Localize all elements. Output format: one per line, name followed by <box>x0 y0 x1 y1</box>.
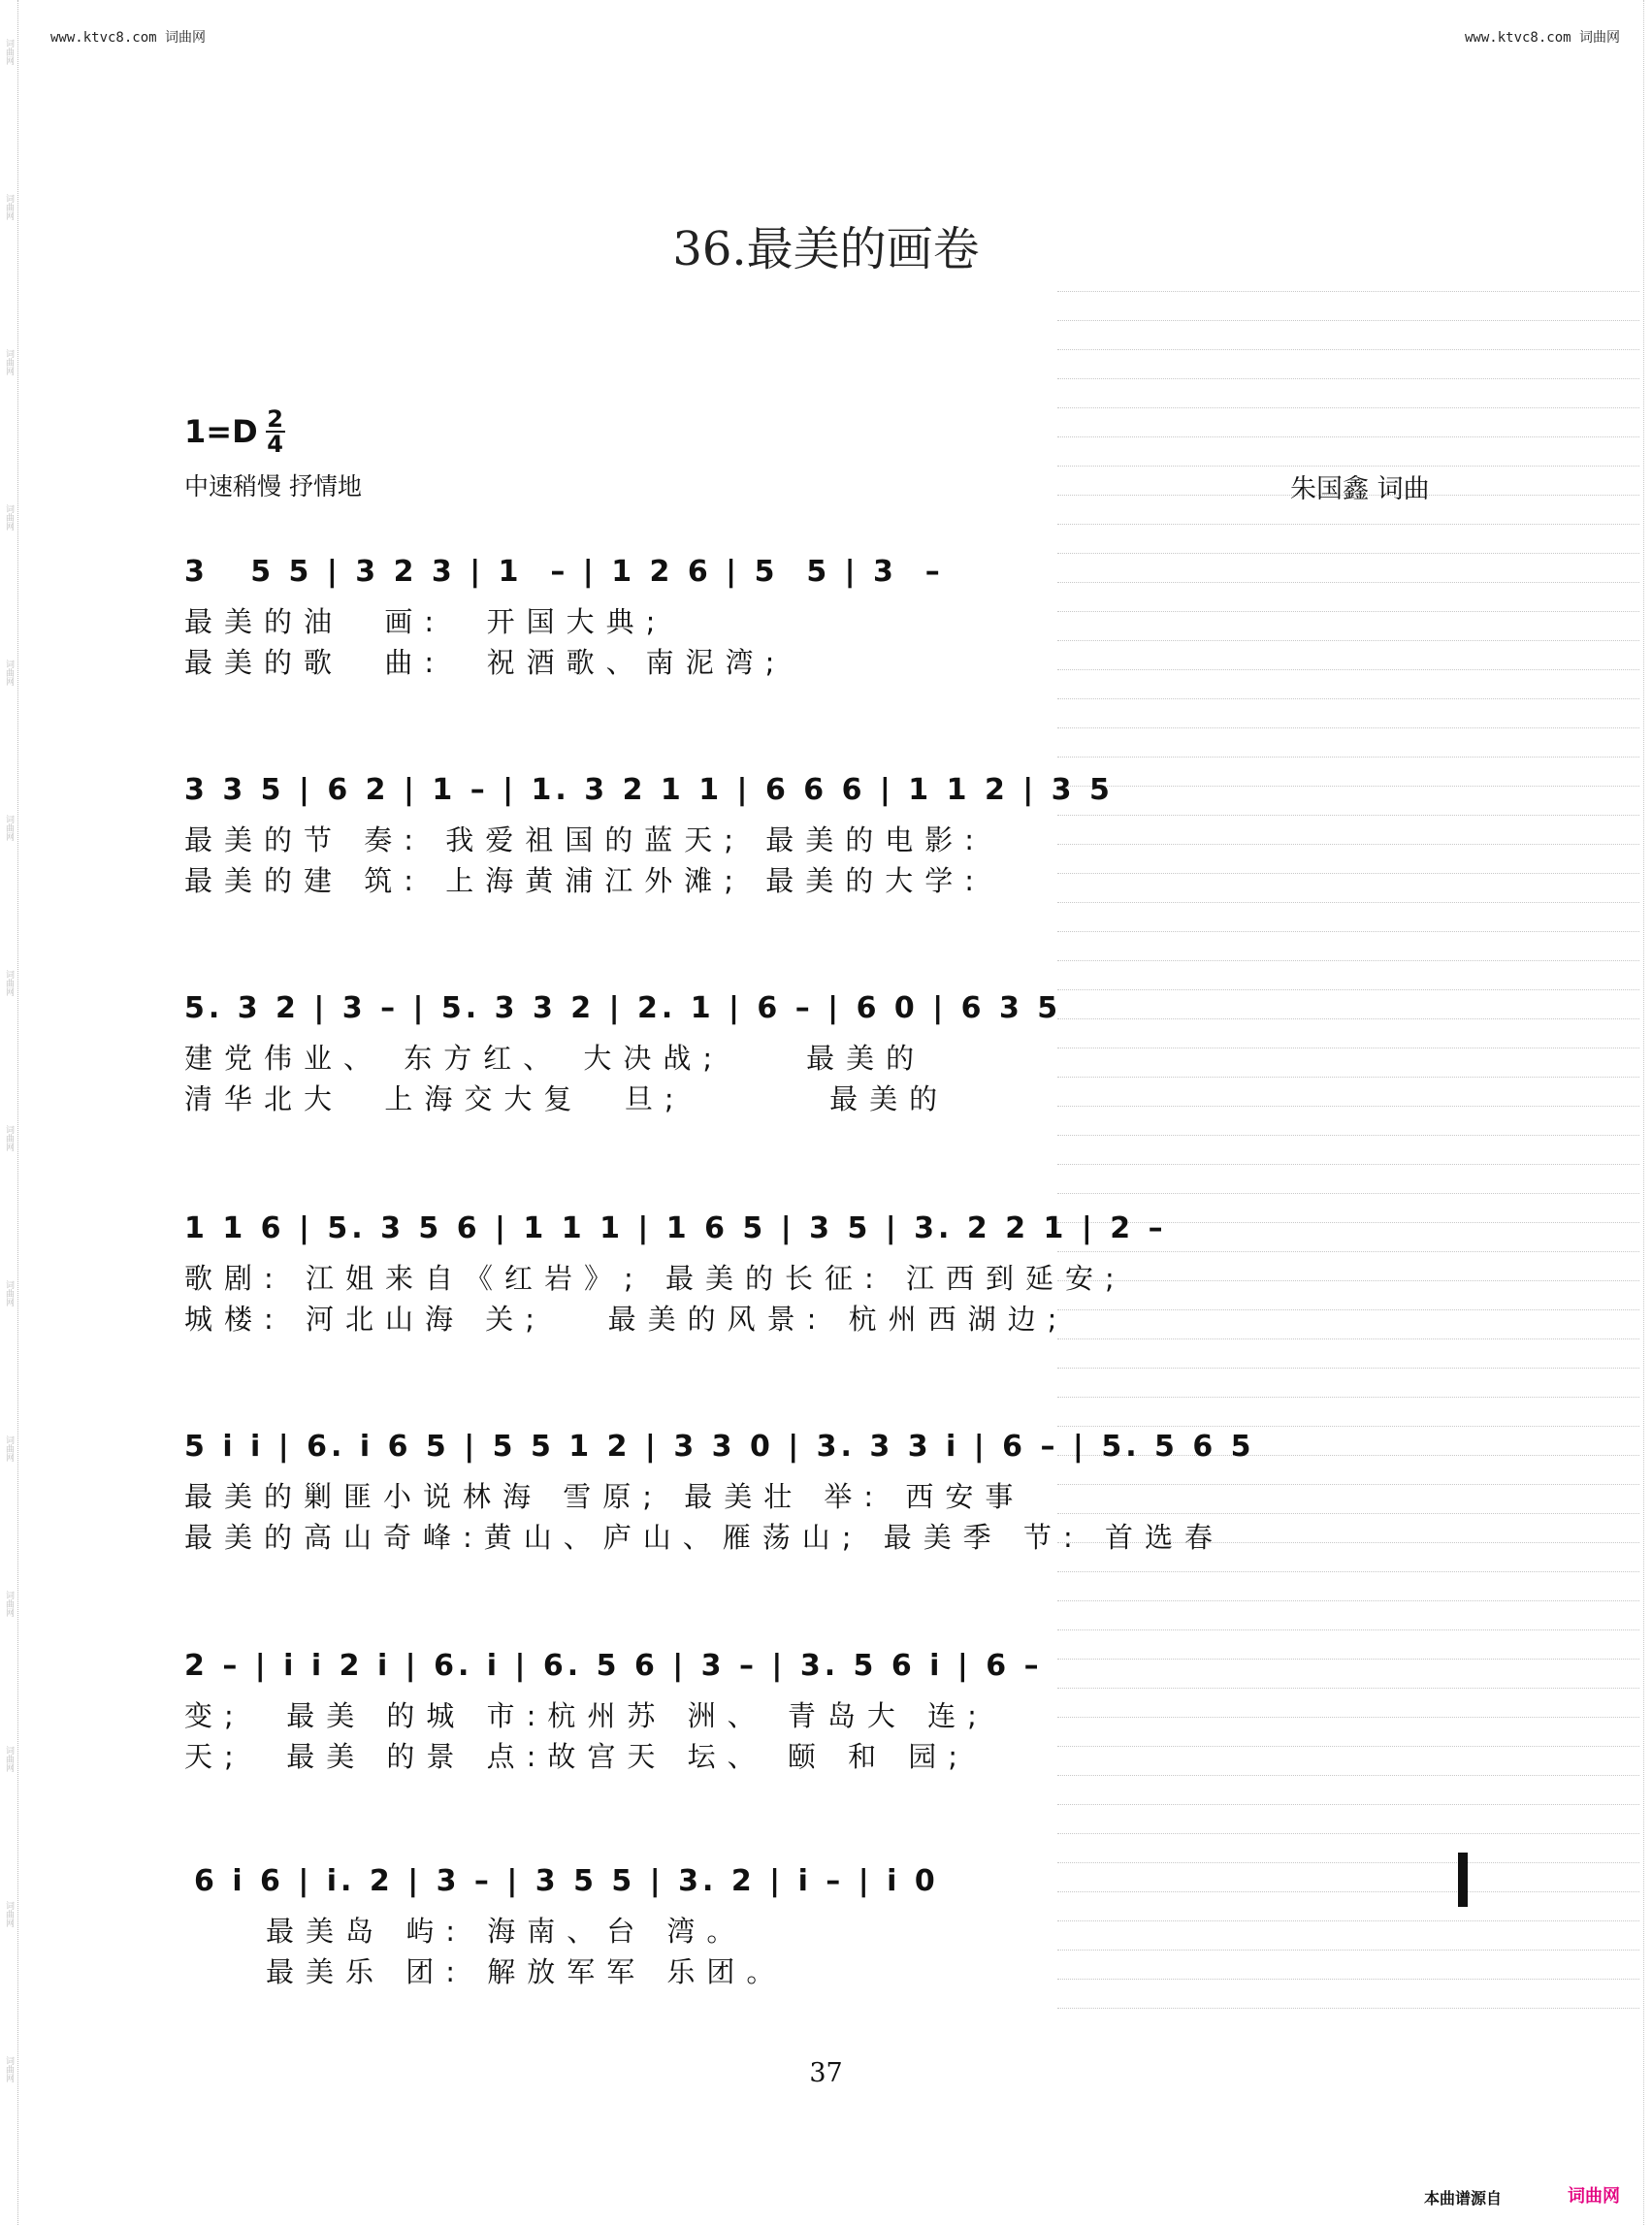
dotted-rule <box>1057 436 1639 437</box>
dotted-rule <box>1057 757 1639 758</box>
side-watermark-label: 词曲网 <box>4 1901 14 1927</box>
notes-text: 3 3 5 | 6 2 | 1 – | 1. 3 2 1 1 | 6 6 6 | 1 1 2 | 3 5 <box>184 773 1114 807</box>
score-system <box>184 1637 1474 1777</box>
score-system <box>194 1853 1484 1992</box>
score-system <box>184 980 1474 1119</box>
lyric-line: 建党伟业、 东方红、 大决战; 最美的 <box>184 1042 926 1075</box>
dotted-rule <box>1057 1571 1639 1572</box>
dotted-rule <box>1057 407 1639 408</box>
notes-line <box>184 1200 1474 1258</box>
lyric-line: 最美的建 筑: 上海黄浦江外滩; 最美的大学: <box>184 864 986 897</box>
side-watermark-label: 词曲网 <box>4 349 14 375</box>
dotted-rule <box>1057 727 1639 728</box>
time-denominator: 4 <box>267 431 283 458</box>
notes-line <box>184 1637 1474 1695</box>
side-watermark-label: 词曲网 <box>4 39 14 65</box>
notes-line <box>184 980 1474 1038</box>
time-signature <box>266 407 285 456</box>
dotted-rule <box>1057 320 1639 321</box>
time-numerator: 2 <box>267 405 283 433</box>
notes-text: 5 i i | 6. i 6 5 | 5 5 1 2 | 3 3 0 | 3. 3 3 i | 6 – | 5. 5 6 5 <box>184 1430 1255 1464</box>
dotted-rule <box>1057 349 1639 350</box>
dotted-rule <box>1057 698 1639 699</box>
side-watermark-label: 词曲网 <box>4 1591 14 1617</box>
site-watermark-left: www.ktvc8.com 词曲网 <box>50 30 207 46</box>
dotted-rule <box>1057 524 1639 525</box>
lyric-line: 变; 最美 的城 市:杭州苏 洲、 青岛大 连; <box>184 1699 988 1732</box>
tempo-marking: 中速稍慢 抒情地 <box>184 472 362 500</box>
notes-line <box>194 1853 1484 1911</box>
side-watermark-label: 词曲网 <box>4 815 14 841</box>
side-watermark-label: 词曲网 <box>4 660 14 686</box>
dotted-rule <box>1057 291 1639 292</box>
song-title: 36.最美的画卷 <box>672 222 980 276</box>
score-system <box>184 761 1474 901</box>
composer-credit: 朱国鑫 词曲 <box>1290 474 1430 504</box>
dotted-rule <box>1057 1135 1639 1136</box>
notes-text: 1 1 6 | 5. 3 5 6 | 1 1 1 | 1 6 5 | 3 5 | 3. 2 2 1 | 2 – <box>184 1211 1167 1245</box>
right-edge-rule <box>1643 0 1644 2225</box>
page-number: 37 <box>809 2058 843 2088</box>
dotted-rule <box>1057 1397 1639 1398</box>
side-watermark-label: 词曲网 <box>4 1746 14 1772</box>
dotted-rule <box>1057 1629 1639 1630</box>
lyric-line: 清华北大 上海交大复 旦; 最美的 <box>184 1082 950 1115</box>
notes-line <box>184 543 1474 601</box>
notes-line <box>184 761 1474 820</box>
lyric-line: 最美岛 屿: 海南、台 湾。 <box>266 1915 747 1948</box>
dotted-rule <box>1057 1193 1639 1194</box>
dotted-rule <box>1057 902 1639 903</box>
dotted-rule <box>1057 1833 1639 1834</box>
lyric-line: 最美的节 奏: 我爱祖国的蓝天; 最美的电影: <box>184 823 986 856</box>
lyric-line: 最美的歌 曲: 祝酒歌、南泥湾; <box>184 646 787 679</box>
score-system <box>184 1200 1474 1339</box>
notes-line <box>184 1418 1474 1476</box>
dotted-rule <box>1057 1600 1639 1601</box>
lyric-line: 最美的高山奇峰:黄山、庐山、雁荡山; 最美季 节: 首选春 <box>184 1521 1224 1554</box>
site-watermark-right: www.ktvc8.com 词曲网 <box>1465 30 1621 46</box>
score-system <box>184 1418 1474 1558</box>
dotted-rule <box>1057 1164 1639 1165</box>
source-note: 本曲谱源自 <box>1424 2189 1503 2208</box>
side-watermark-label: 词曲网 <box>4 504 14 531</box>
notes-text: 5. 3 2 | 3 – | 5. 3 3 2 | 2. 1 | 6 – | 6 0 | 6 3 5 <box>184 991 1062 1025</box>
lyric-line: 最美的油 画: 开国大典; <box>184 605 667 638</box>
lyric-line: 天; 最美 的景 点:故宫天 坛、 颐 和 园; <box>184 1740 970 1773</box>
side-watermark-label: 词曲网 <box>4 2056 14 2082</box>
source-logo: 词曲网 <box>1568 2186 1620 2207</box>
side-watermark-label: 词曲网 <box>4 1125 14 1151</box>
dotted-rule <box>1057 378 1639 379</box>
key-signature <box>184 407 285 456</box>
lyric-line: 最美乐 团: 解放军军 乐团。 <box>266 1955 787 1988</box>
notes-text: 2 – | i i 2 i | 6. i | 6. 5 6 | 3 – | 3. 5 6 i | 6 – <box>184 1649 1043 1683</box>
lyric-line: 歌剧: 江姐来自《红岩》; 最美的长征: 江西到延安; <box>184 1262 1126 1295</box>
dotted-rule <box>1057 931 1639 932</box>
side-watermark-label: 词曲网 <box>4 1280 14 1306</box>
dotted-rule <box>1057 466 1639 467</box>
side-watermark-label: 词曲网 <box>4 970 14 996</box>
dotted-rule <box>1057 960 1639 961</box>
key-label: 1=D <box>184 413 258 450</box>
lyric-line: 最美的剿匪小说林海 雪原; 最美壮 举: 西安事 <box>184 1480 1025 1513</box>
dotted-rule <box>1057 1804 1639 1805</box>
lyric-line: 城楼: 河北山海 关; 最美的风景: 杭州西湖边; <box>184 1303 1069 1336</box>
notes-text: 3 5 5 | 3 2 3 | 1 – | 1 2 6 | 5 5 | 3 – <box>184 555 944 589</box>
dotted-rule <box>1057 2008 1639 2009</box>
side-watermark-label: 词曲网 <box>4 1435 14 1462</box>
notes-text: 6 i 6 | i. 2 | 3 – | 3 5 5 | 3. 2 | i – | i 0 <box>194 1864 939 1898</box>
side-watermark-label: 词曲网 <box>4 194 14 220</box>
dotted-rule <box>1057 1368 1639 1369</box>
side-watermark-strip <box>0 0 18 2225</box>
final-barline <box>1458 1853 1468 1907</box>
score-system <box>184 543 1474 683</box>
